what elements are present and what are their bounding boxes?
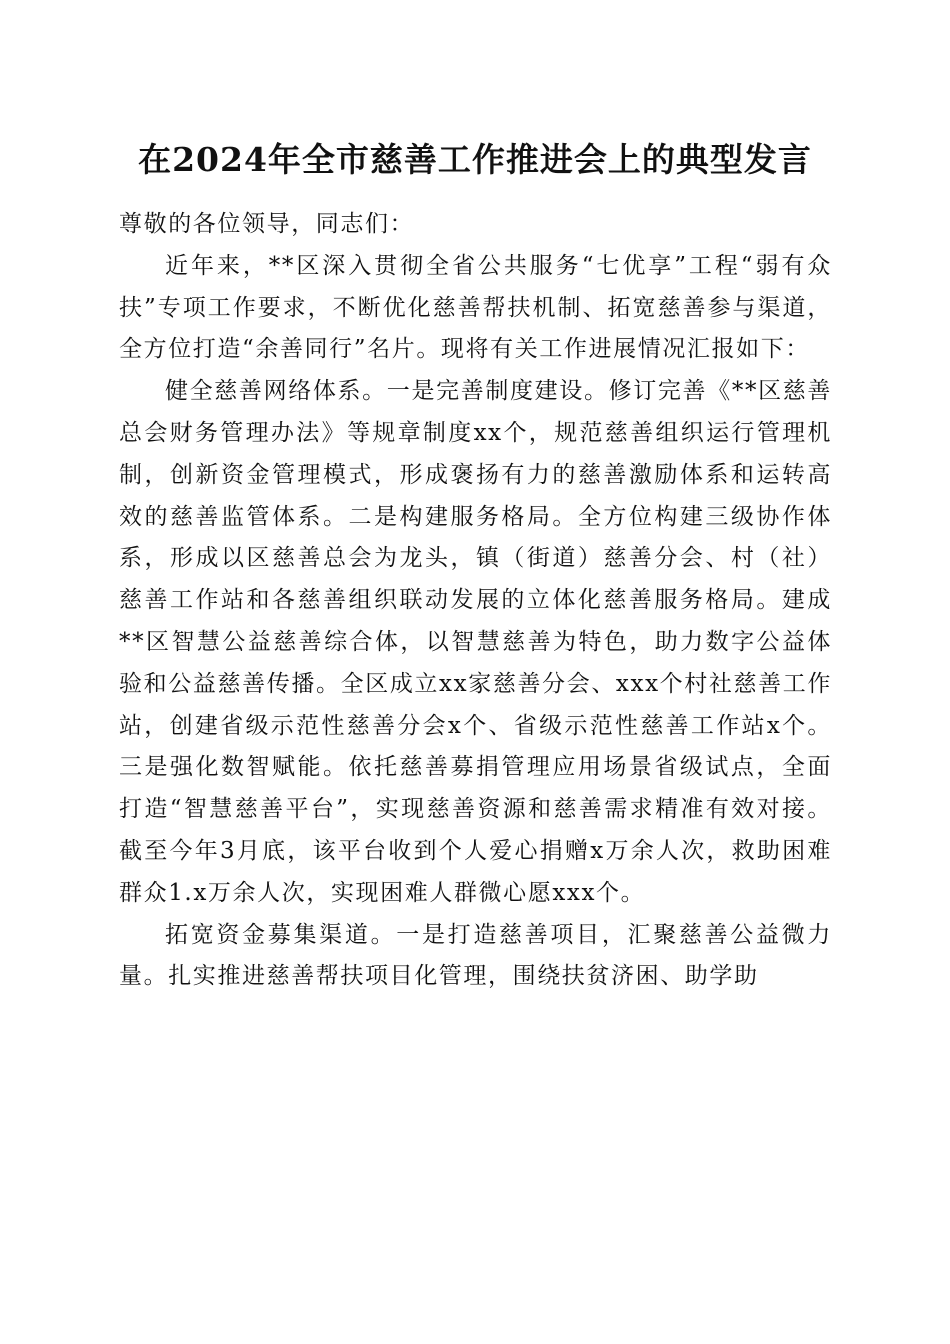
paragraph-fundraising: 拓宽资金募集渠道。一是打造慈善项目，汇聚慈善公益微力量。扎实推进慈善帮扶项目化管理，围绕扶贫济困、助学助 (119, 921, 832, 990)
paragraph-intro: 近年来，**区深入贯彻全省公共服务“七优享”工程“弱有众扶”专项工作要求，不断优化慈善帮扶机制、拓宽慈善参与渠道，全方位打造“余善同行”名片。现将有关工作进展情况汇报如下： (119, 252, 832, 363)
document-body (119, 204, 832, 998)
salutation: 尊敬的各位领导，同志们： (119, 211, 415, 237)
document-title: 在2024年全市慈善工作推进会上的典型发言 (138, 140, 812, 179)
paragraph-network-system: 健全慈善网络体系。一是完善制度建设。修订完善《**区慈善总会财务管理办法》等规章制度xx个，规范慈善组织运行管理机制，创新资金管理模式，形成褒扬有力的慈善激励体系和运转高效的慈善监管体系。二是构建服务格局。全方位构建三级协作体系，形成以区慈善总会为龙头，镇（街道）慈善分会、村（社）慈善工作站和各慈善组织联动发展的立体化慈善服务格局。建成**区智慧公益慈善综合体，以智慧慈善为特色，助力数字公益体验和公益慈善传播。全区成立xx家慈善分会、xxx个村社慈善工作站，创建省级示范性慈善分会x个、省级示范性慈善工作站x个。三是强化数智赋能。依托慈善募捐管理应用场景省级试点，全面打造“智慧慈善平台”，实现慈善资源和慈善需求精准有效对接。截至今年3月底，该平台收到个人爱心捐赠x万余人次，救助困难群众1.x万余人次，实现困难人群微心愿xxx个。 (119, 378, 832, 906)
